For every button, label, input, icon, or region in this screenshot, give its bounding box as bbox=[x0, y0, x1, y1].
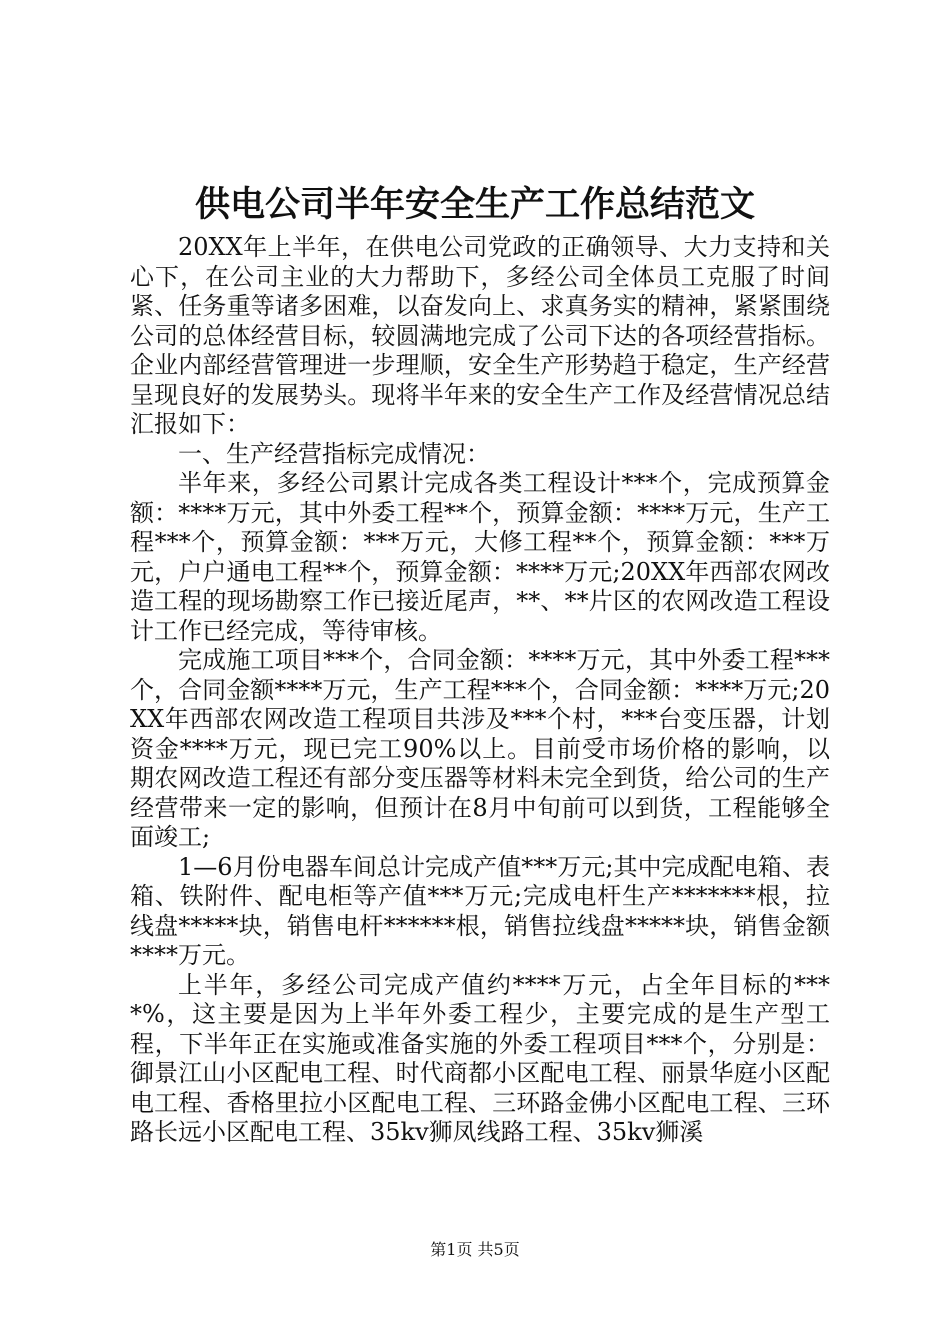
page-footer: 第1页 共5页 bbox=[430, 1240, 520, 1259]
paragraph-design: 半年来，多经公司累计完成各类工程设计***个，完成预算金额：****万元，其中外委工程**个，预算金额：****万元，生产工程***个，预算金额：***万元，大修工程**个，预算金额：***万元，户户通电工程**个，预算金额：****万元;20XX年西部农网改造工程的现场勘察工作已接近尾声，**、**片区的农网改造工程设计工作已经完成，等待审核。 bbox=[130, 469, 830, 645]
document-title: 供电公司半年安全生产工作总结范文 bbox=[194, 184, 755, 225]
paragraph-construction: 完成施工项目***个，合同金额：****万元，其中外委工程***个，合同金额****万元，生产工程***个，合同金额：****万元;20XX年西部农网改造工程项目共涉及***个村，***台变压器，计划资金****万元，现已完工90%以上。目前受市场价格的影响，以期农网改造工程还有部分变压器等材料未完全到货，给公司的生产经营带来一定的影响，但预计在8月中旬前可以到货，工程能够全面竣工; bbox=[130, 646, 830, 851]
paragraph-output: 上半年，多经公司完成产值约****万元，占全年目标的****%，这主要是因为上半年外委工程少，主要完成的是生产型工程，下半年正在实施或准备实施的外委工程项目***个，分别是：御景江山小区配电工程、时代商都小区配电工程、丽景华庭小区配电工程、香格里拉小区配电工程、三环路金佛小区配电工程、三环路长远小区配电工程、35kv狮凤线路工程、35kv狮溪 bbox=[130, 970, 830, 1146]
paragraph-workshop: 1—6月份电器车间总计完成产值***万元;其中完成配电箱、表箱、铁附件、配电柜等产值***万元;完成电杆生产*******根，拉线盘*****块，销售电杆******根，销售拉线盘*****块，销售金额****万元。 bbox=[130, 852, 830, 969]
document-body bbox=[130, 233, 830, 1148]
section-heading: 一、生产经营指标完成情况： bbox=[178, 439, 490, 468]
paragraph-intro: 20XX年上半年，在供电公司党政的正确领导、大力支持和关心下，在公司主业的大力帮助下，多经公司全体员工克服了时间紧、任务重等诸多困难，以奋发向上、求真务实的精神，紧紧围绕公司的总体经营目标，较圆满地完成了公司下达的各项经营指标。企业内部经营管理进一步理顺，安全生产形势趋于稳定，生产经营呈现良好的发展势头。现将半年来的安全生产工作及经营情况总结汇报如下： bbox=[130, 233, 830, 438]
